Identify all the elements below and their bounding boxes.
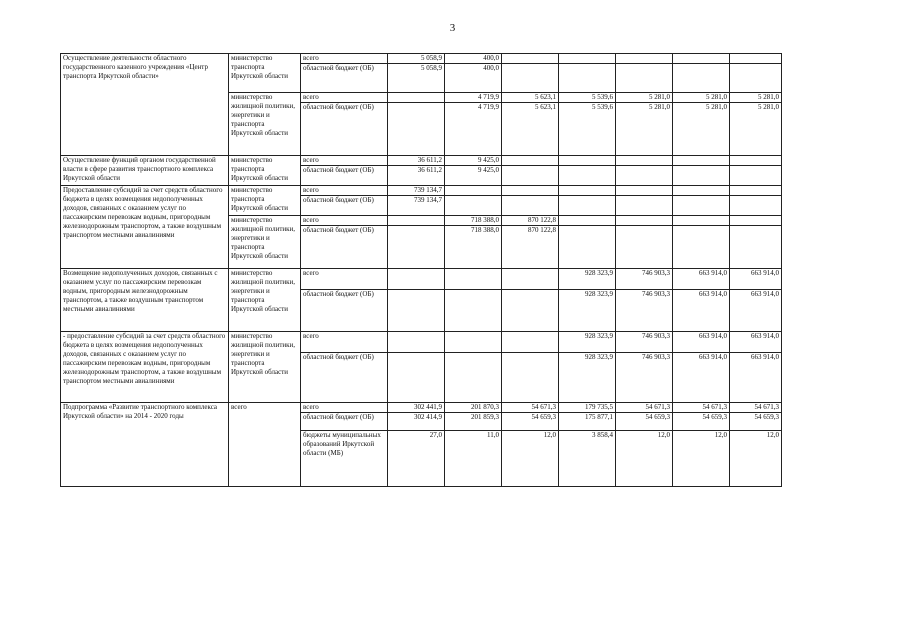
value-cell: 5 281,0 (616, 93, 673, 103)
funding-source: всего (301, 269, 388, 290)
value-cell (445, 186, 502, 196)
table-row (61, 54, 782, 64)
value-cell (559, 156, 616, 166)
value-cell: 5 058,9 (388, 54, 445, 64)
value-cell: 201 859,3 (445, 413, 502, 431)
value-cell (730, 156, 782, 166)
executor-cell: министерство жилищной политики, энергетики и транспорта Иркутской области (229, 332, 301, 403)
value-cell: 663 914,0 (730, 269, 782, 290)
value-cell: 27,0 (388, 431, 445, 487)
value-cell (559, 216, 616, 226)
value-cell (616, 54, 673, 64)
value-cell (730, 166, 782, 186)
value-cell (502, 196, 559, 216)
executor-cell: министерство жилищной политики, энергетики и транспорта Иркутской области (229, 216, 301, 269)
value-cell: 36 611,2 (388, 156, 445, 166)
value-cell (388, 93, 445, 103)
value-cell: 4 719,9 (445, 103, 502, 156)
funding-source: всего (301, 186, 388, 196)
value-cell (730, 216, 782, 226)
value-cell (559, 196, 616, 216)
table-row (61, 332, 782, 353)
value-cell: 870 122,8 (502, 226, 559, 269)
value-cell: 3 858,4 (559, 431, 616, 487)
value-cell: 663 914,0 (673, 290, 730, 332)
funding-source: бюджеты муниципальных образований Иркутской области (МБ) (301, 431, 388, 487)
value-cell: 5 058,9 (388, 64, 445, 93)
activity-description: Осуществление функций органом государственной власти в сфере развития транспортного комплекса Иркутской области (61, 156, 229, 186)
value-cell: 663 914,0 (673, 353, 730, 403)
value-cell: 9 425,0 (445, 156, 502, 166)
budget-table (60, 53, 782, 487)
value-cell: 5 281,0 (730, 93, 782, 103)
value-cell (502, 54, 559, 64)
value-cell: 746 903,3 (616, 290, 673, 332)
value-cell: 12,0 (616, 431, 673, 487)
executor-cell: министерство транспорта Иркутской области (229, 156, 301, 186)
funding-source: областной бюджет (ОБ) (301, 226, 388, 269)
value-cell (445, 269, 502, 290)
activity-description: Возмещение недополученных доходов, связанных с оказанием услуг по пассажирским перевозкам водным, пригородным железнодорожным транспортом, а также воздушным транспортом местными авиалиниями (61, 269, 229, 332)
value-cell (673, 54, 730, 64)
value-cell: 175 877,1 (559, 413, 616, 431)
value-cell (673, 156, 730, 166)
page-number: 3 (449, 22, 456, 34)
value-cell: 5 281,0 (616, 103, 673, 156)
value-cell (616, 64, 673, 93)
value-cell (502, 64, 559, 93)
value-cell (730, 64, 782, 93)
value-cell: 12,0 (502, 431, 559, 487)
value-cell: 746 903,3 (616, 353, 673, 403)
table-row (61, 403, 782, 413)
executor-cell: министерство жилищной политики, энергетики и транспорта Иркутской области (229, 269, 301, 332)
value-cell: 739 134,7 (388, 186, 445, 196)
value-cell (502, 353, 559, 403)
value-cell (559, 186, 616, 196)
value-cell (559, 54, 616, 64)
value-cell: 746 903,3 (616, 269, 673, 290)
value-cell: 928 323,9 (559, 353, 616, 403)
value-cell (616, 196, 673, 216)
value-cell: 663 914,0 (673, 332, 730, 353)
executor-cell: министерство жилищной политики, энергетики и транспорта Иркутской области (229, 93, 301, 156)
value-cell (445, 332, 502, 353)
value-cell: 302 414,9 (388, 413, 445, 431)
activity-description: - предоставление субсидий за счет средств областного бюджета в целях возмещения недополученных доходов, связанных с оказанием услуг по пассажирским перевозкам водным, пригородным железнодорожным транспортом, а также воздушным транспортом местными авиалиниями (61, 332, 229, 403)
value-cell (616, 166, 673, 186)
funding-source: всего (301, 54, 388, 64)
executor-cell: всего (229, 403, 301, 487)
value-cell (673, 64, 730, 93)
value-cell (445, 353, 502, 403)
value-cell (559, 226, 616, 269)
value-cell: 928 323,9 (559, 290, 616, 332)
table-row (61, 269, 782, 290)
value-cell: 718 388,0 (445, 226, 502, 269)
funding-source: областной бюджет (ОБ) (301, 413, 388, 431)
value-cell: 663 914,0 (730, 353, 782, 403)
value-cell: 54 659,3 (673, 413, 730, 431)
value-cell: 4 719,9 (445, 93, 502, 103)
executor-cell: министерство транспорта Иркутской области (229, 54, 301, 93)
value-cell (616, 226, 673, 269)
value-cell: 5 281,0 (673, 93, 730, 103)
table-row (61, 186, 782, 196)
activity-description: Предоставление субсидий за счет средств областного бюджета в целях возмещения недополученных доходов, связанных с оказанием услуг по пассажирским перевозкам водным, пригородным железнодорожным транспортом, а также воздушным транспортом местными авиалиниями (61, 186, 229, 269)
value-cell: 928 323,9 (559, 269, 616, 290)
value-cell (673, 226, 730, 269)
value-cell (388, 216, 445, 226)
value-cell (502, 186, 559, 196)
value-cell (388, 332, 445, 353)
value-cell (388, 103, 445, 156)
funding-source: всего (301, 216, 388, 226)
executor-cell: министерство транспорта Иркутской области (229, 186, 301, 216)
value-cell: 400,0 (445, 64, 502, 93)
value-cell (730, 196, 782, 216)
value-cell (388, 290, 445, 332)
value-cell: 663 914,0 (730, 290, 782, 332)
value-cell (730, 226, 782, 269)
funding-source: областной бюджет (ОБ) (301, 353, 388, 403)
funding-source: всего (301, 332, 388, 353)
value-cell (559, 64, 616, 93)
value-cell (445, 196, 502, 216)
value-cell (730, 54, 782, 64)
table-row (61, 156, 782, 166)
value-cell: 5 623,1 (502, 93, 559, 103)
value-cell: 746 903,3 (616, 332, 673, 353)
value-cell: 302 441,9 (388, 403, 445, 413)
value-cell: 54 671,3 (730, 403, 782, 413)
value-cell (616, 156, 673, 166)
value-cell: 870 122,8 (502, 216, 559, 226)
value-cell (559, 166, 616, 186)
value-cell: 54 659,3 (730, 413, 782, 431)
value-cell: 400,0 (445, 54, 502, 64)
value-cell: 5 281,0 (673, 103, 730, 156)
funding-source: областной бюджет (ОБ) (301, 64, 388, 93)
value-cell: 54 671,3 (502, 403, 559, 413)
value-cell (502, 269, 559, 290)
value-cell (502, 166, 559, 186)
value-cell: 11,0 (445, 431, 502, 487)
funding-source: областной бюджет (ОБ) (301, 196, 388, 216)
value-cell (445, 290, 502, 332)
activity-description: Осуществление деятельности областного государственного казенного учреждения «Центр транспорта Иркутской области» (61, 54, 229, 156)
funding-source: всего (301, 156, 388, 166)
value-cell (673, 196, 730, 216)
value-cell: 36 611,2 (388, 166, 445, 186)
value-cell (502, 290, 559, 332)
value-cell: 54 671,3 (616, 403, 673, 413)
value-cell (388, 269, 445, 290)
value-cell: 54 659,3 (616, 413, 673, 431)
value-cell: 54 659,3 (502, 413, 559, 431)
value-cell: 718 388,0 (445, 216, 502, 226)
value-cell (730, 186, 782, 196)
funding-source: областной бюджет (ОБ) (301, 103, 388, 156)
funding-source: областной бюджет (ОБ) (301, 166, 388, 186)
value-cell: 12,0 (730, 431, 782, 487)
value-cell (616, 186, 673, 196)
value-cell (673, 166, 730, 186)
value-cell (673, 216, 730, 226)
value-cell: 54 671,3 (673, 403, 730, 413)
value-cell: 5 281,0 (730, 103, 782, 156)
value-cell (502, 156, 559, 166)
activity-description: Подпрограмма «Развитие транспортного комплекса Иркутской области» на 2014 - 2020 годы (61, 403, 229, 487)
value-cell: 663 914,0 (730, 332, 782, 353)
value-cell: 5 539,6 (559, 93, 616, 103)
value-cell (388, 226, 445, 269)
value-cell (616, 216, 673, 226)
value-cell (673, 186, 730, 196)
value-cell (502, 332, 559, 353)
value-cell: 5 539,6 (559, 103, 616, 156)
funding-source: всего (301, 93, 388, 103)
funding-source: всего (301, 403, 388, 413)
value-cell (388, 353, 445, 403)
value-cell: 739 134,7 (388, 196, 445, 216)
value-cell: 5 623,1 (502, 103, 559, 156)
value-cell: 928 323,9 (559, 332, 616, 353)
value-cell: 201 870,3 (445, 403, 502, 413)
value-cell: 179 735,5 (559, 403, 616, 413)
funding-source: областной бюджет (ОБ) (301, 290, 388, 332)
value-cell: 12,0 (673, 431, 730, 487)
value-cell: 9 425,0 (445, 166, 502, 186)
value-cell: 663 914,0 (673, 269, 730, 290)
